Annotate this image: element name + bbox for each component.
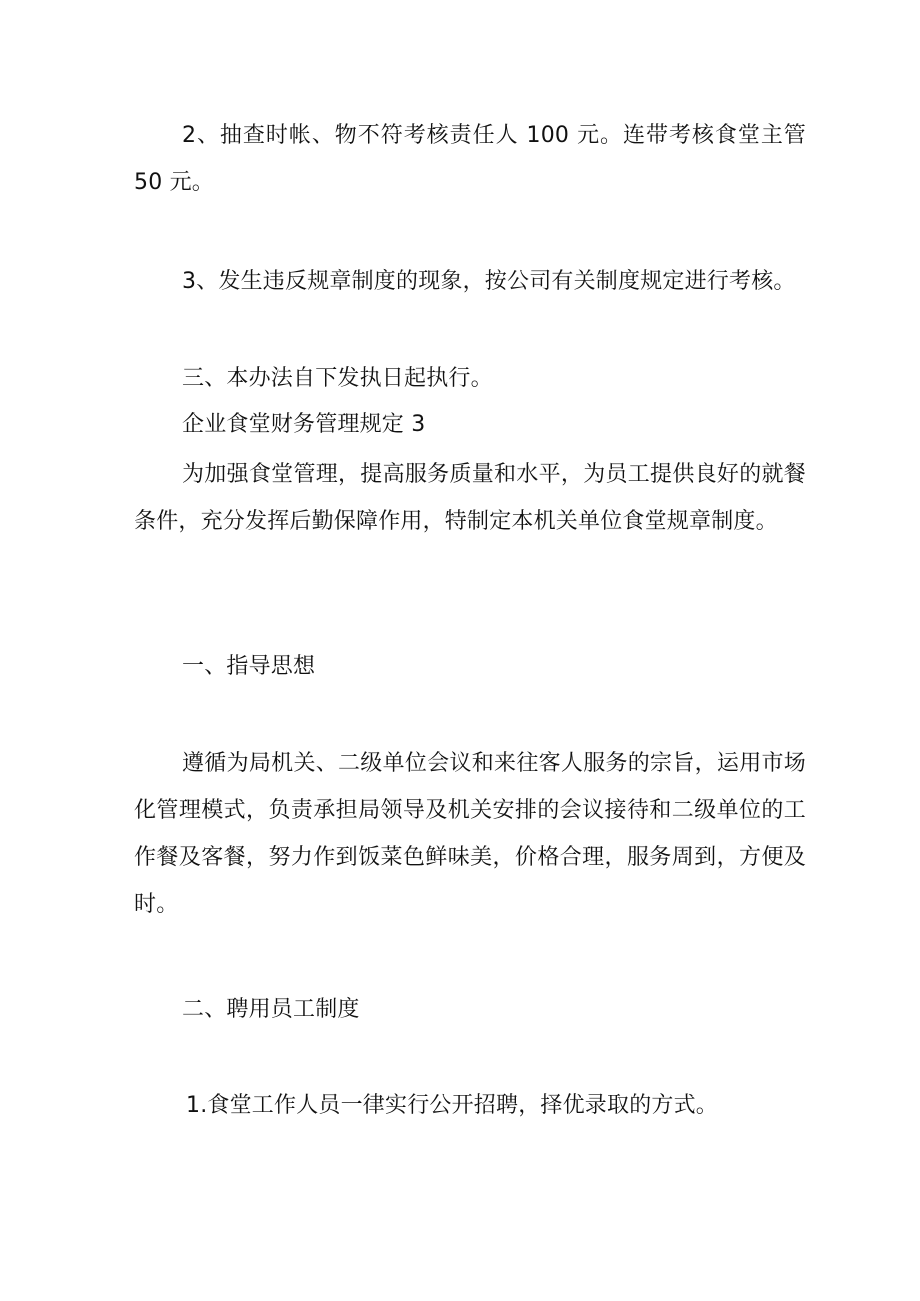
paragraph-recruitment: 1.食堂工作人员一律实行公开招聘，择优录取的方式。 [186, 1093, 718, 1118]
document-title: 企业食堂财务管理规定 3 [182, 412, 426, 437]
paragraph-introduction: 为加强食堂管理，提高服务质量和水平，为员工提供良好的就餐条件，充分发挥后勤保障作用，特制定本机关单位食堂规章制度。 [134, 462, 806, 534]
section-heading-guiding-ideology: 一、指导思想 [182, 654, 316, 679]
paragraph-guiding-ideology: 遵循为局机关、二级单位会议和来往客人服务的宗旨，运用市场化管理模式，负责承担局领导及机关安排的会议接待和二级单位的工作餐及客餐，努力作到饭菜色鲜味美，价格合理，服务周到，方便及时。 [134, 751, 806, 917]
paragraph-penalty-mismatch: 2、抽查时帐、物不符考核责任人 100 元。连带考核食堂主管 50 元。 [134, 123, 806, 195]
section-effective-date: 三、本办法自下发执日起执行。 [182, 366, 493, 391]
paragraph-penalty-violation: 3、发生违反规章制度的现象，按公司有关制度规定进行考核。 [182, 269, 796, 294]
section-heading-employment: 二、聘用员工制度 [182, 997, 360, 1022]
